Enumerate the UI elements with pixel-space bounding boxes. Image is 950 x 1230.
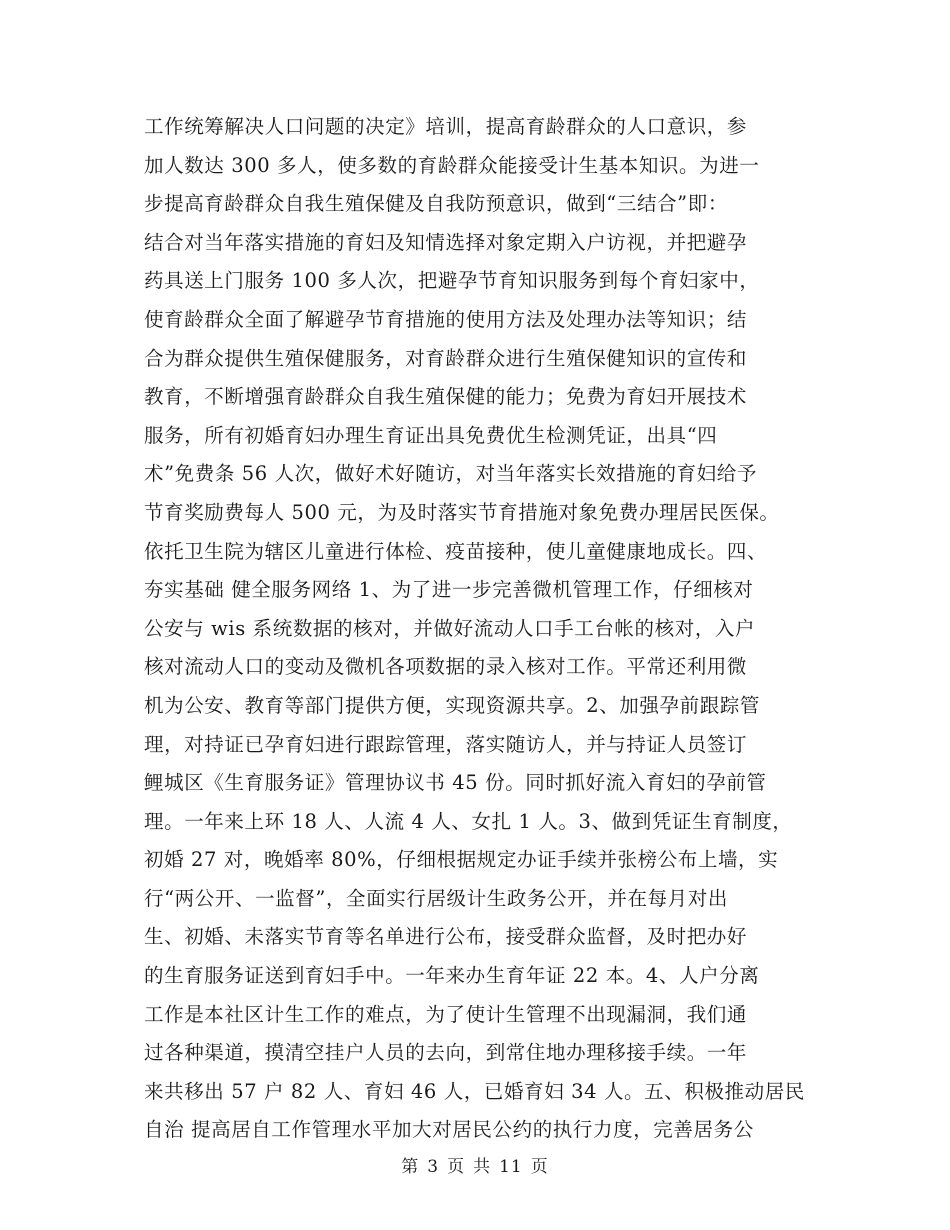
body-text (144, 108, 824, 1150)
text-line: 自治 提高居自工作管理水平加大对居民公约的执行力度，完善居务公 (144, 1118, 754, 1142)
text-line: 理，对持证已孕育妇进行跟踪管理，落实随访人，并与持证人员签订 (144, 732, 748, 756)
text-line: 术”免费条 56 人次，做好术好随访，对当年落实长效措施的育妇给予 (144, 462, 757, 486)
text-line: 工作是本社区计生工作的难点，为了使计生管理不出现漏洞，我们通 (144, 1002, 748, 1026)
text-line: 步提高育龄群众自我生殖保健及自我防预意识，做到“三结合”即： (144, 192, 728, 216)
text-line: 公安与 wis 系统数据的核对，并做好流动人口手工台帐的核对，入户 (144, 616, 756, 640)
footer-total-word: 共 (473, 1157, 492, 1177)
text-line: 行“两公开、一监督”，全面实行居级计生政务公开，并在每月对出 (144, 886, 728, 910)
text-line: 初婚 27 对，晚婚率 80%，仔细根据规定办证手续并张榜公布上墙，实 (144, 848, 779, 872)
text-line: 依托卫生院为辖区儿童进行体检、疫苗接种，使儿童健康地成长。四、 (144, 539, 768, 563)
text-line: 核对流动人口的变动及微机各项数据的录入核对工作。平常还利用微 (144, 655, 748, 679)
text-line: 过各种渠道，摸清空挂户人员的去向，到常住地办理移接手续。一年 (144, 1041, 748, 1065)
footer-prefix: 第 (401, 1157, 420, 1177)
text-line: 夯实基础 健全服务网络 1、为了进一步完善微机管理工作，仔细核对 (144, 578, 754, 602)
text-line: 理。一年来上环 18 人、人流 4 人、女扎 1 人。3、做到凭证生育制度， (144, 809, 793, 833)
text-line: 的生育服务证送到育妇手中。一年来办生育年证 22 本。4、人户分离 (144, 964, 760, 988)
text-line: 生、初婚、未落实节育等名单进行公布，接受群众监督，及时把办好 (144, 925, 748, 949)
text-line: 鲤城区《生育服务证》管理协议书 45 份。同时抓好流入育妇的孕前管 (144, 771, 767, 795)
text-line: 结合对当年落实措施的育妇及知情选择对象定期入户访视，并把避孕 (144, 230, 748, 254)
footer-page-word: 页 (447, 1157, 466, 1177)
page-footer (0, 1152, 950, 1177)
total-page-count: 11 (499, 1157, 523, 1177)
text-line: 来共移出 57 户 82 人、育妇 46 人，已婚育妇 34 人。五、积极推动居民 (144, 1079, 805, 1103)
text-line: 工作统筹解决人口问题的决定》培训，提高育龄群众的人口意识，参 (144, 115, 748, 138)
current-page-number: 3 (427, 1157, 440, 1177)
text-line: 服务，所有初婚育妇办理生育证出具免费优生检测凭证，出具“四 (144, 423, 718, 447)
text-line: 药具送上门服务 100 多人次，把避孕节育知识服务到每个育妇家中， (144, 269, 760, 293)
text-line: 加人数达 300 多人，使多数的育龄群众能接受计生基本知识。为进一 (144, 153, 760, 177)
footer-suffix: 页 (530, 1157, 549, 1177)
text-line: 节育奖励费每人 500 元，为及时落实节育措施对象免费办理居民医保。 (144, 500, 780, 524)
text-line: 机为公安、教育等部门提供方便，实现资源共享。2、加强孕前跟踪管 (144, 693, 761, 717)
text-line: 教育，不断增强育龄群众自我生殖保健的能力；免费为育妇开展技术 (144, 385, 748, 409)
text-line: 使育龄群众全面了解避孕节育措施的使用方法及处理办法等知识；结 (144, 307, 748, 331)
text-line: 合为群众提供生殖保健服务，对育龄群众进行生殖保健知识的宣传和 (144, 346, 748, 370)
